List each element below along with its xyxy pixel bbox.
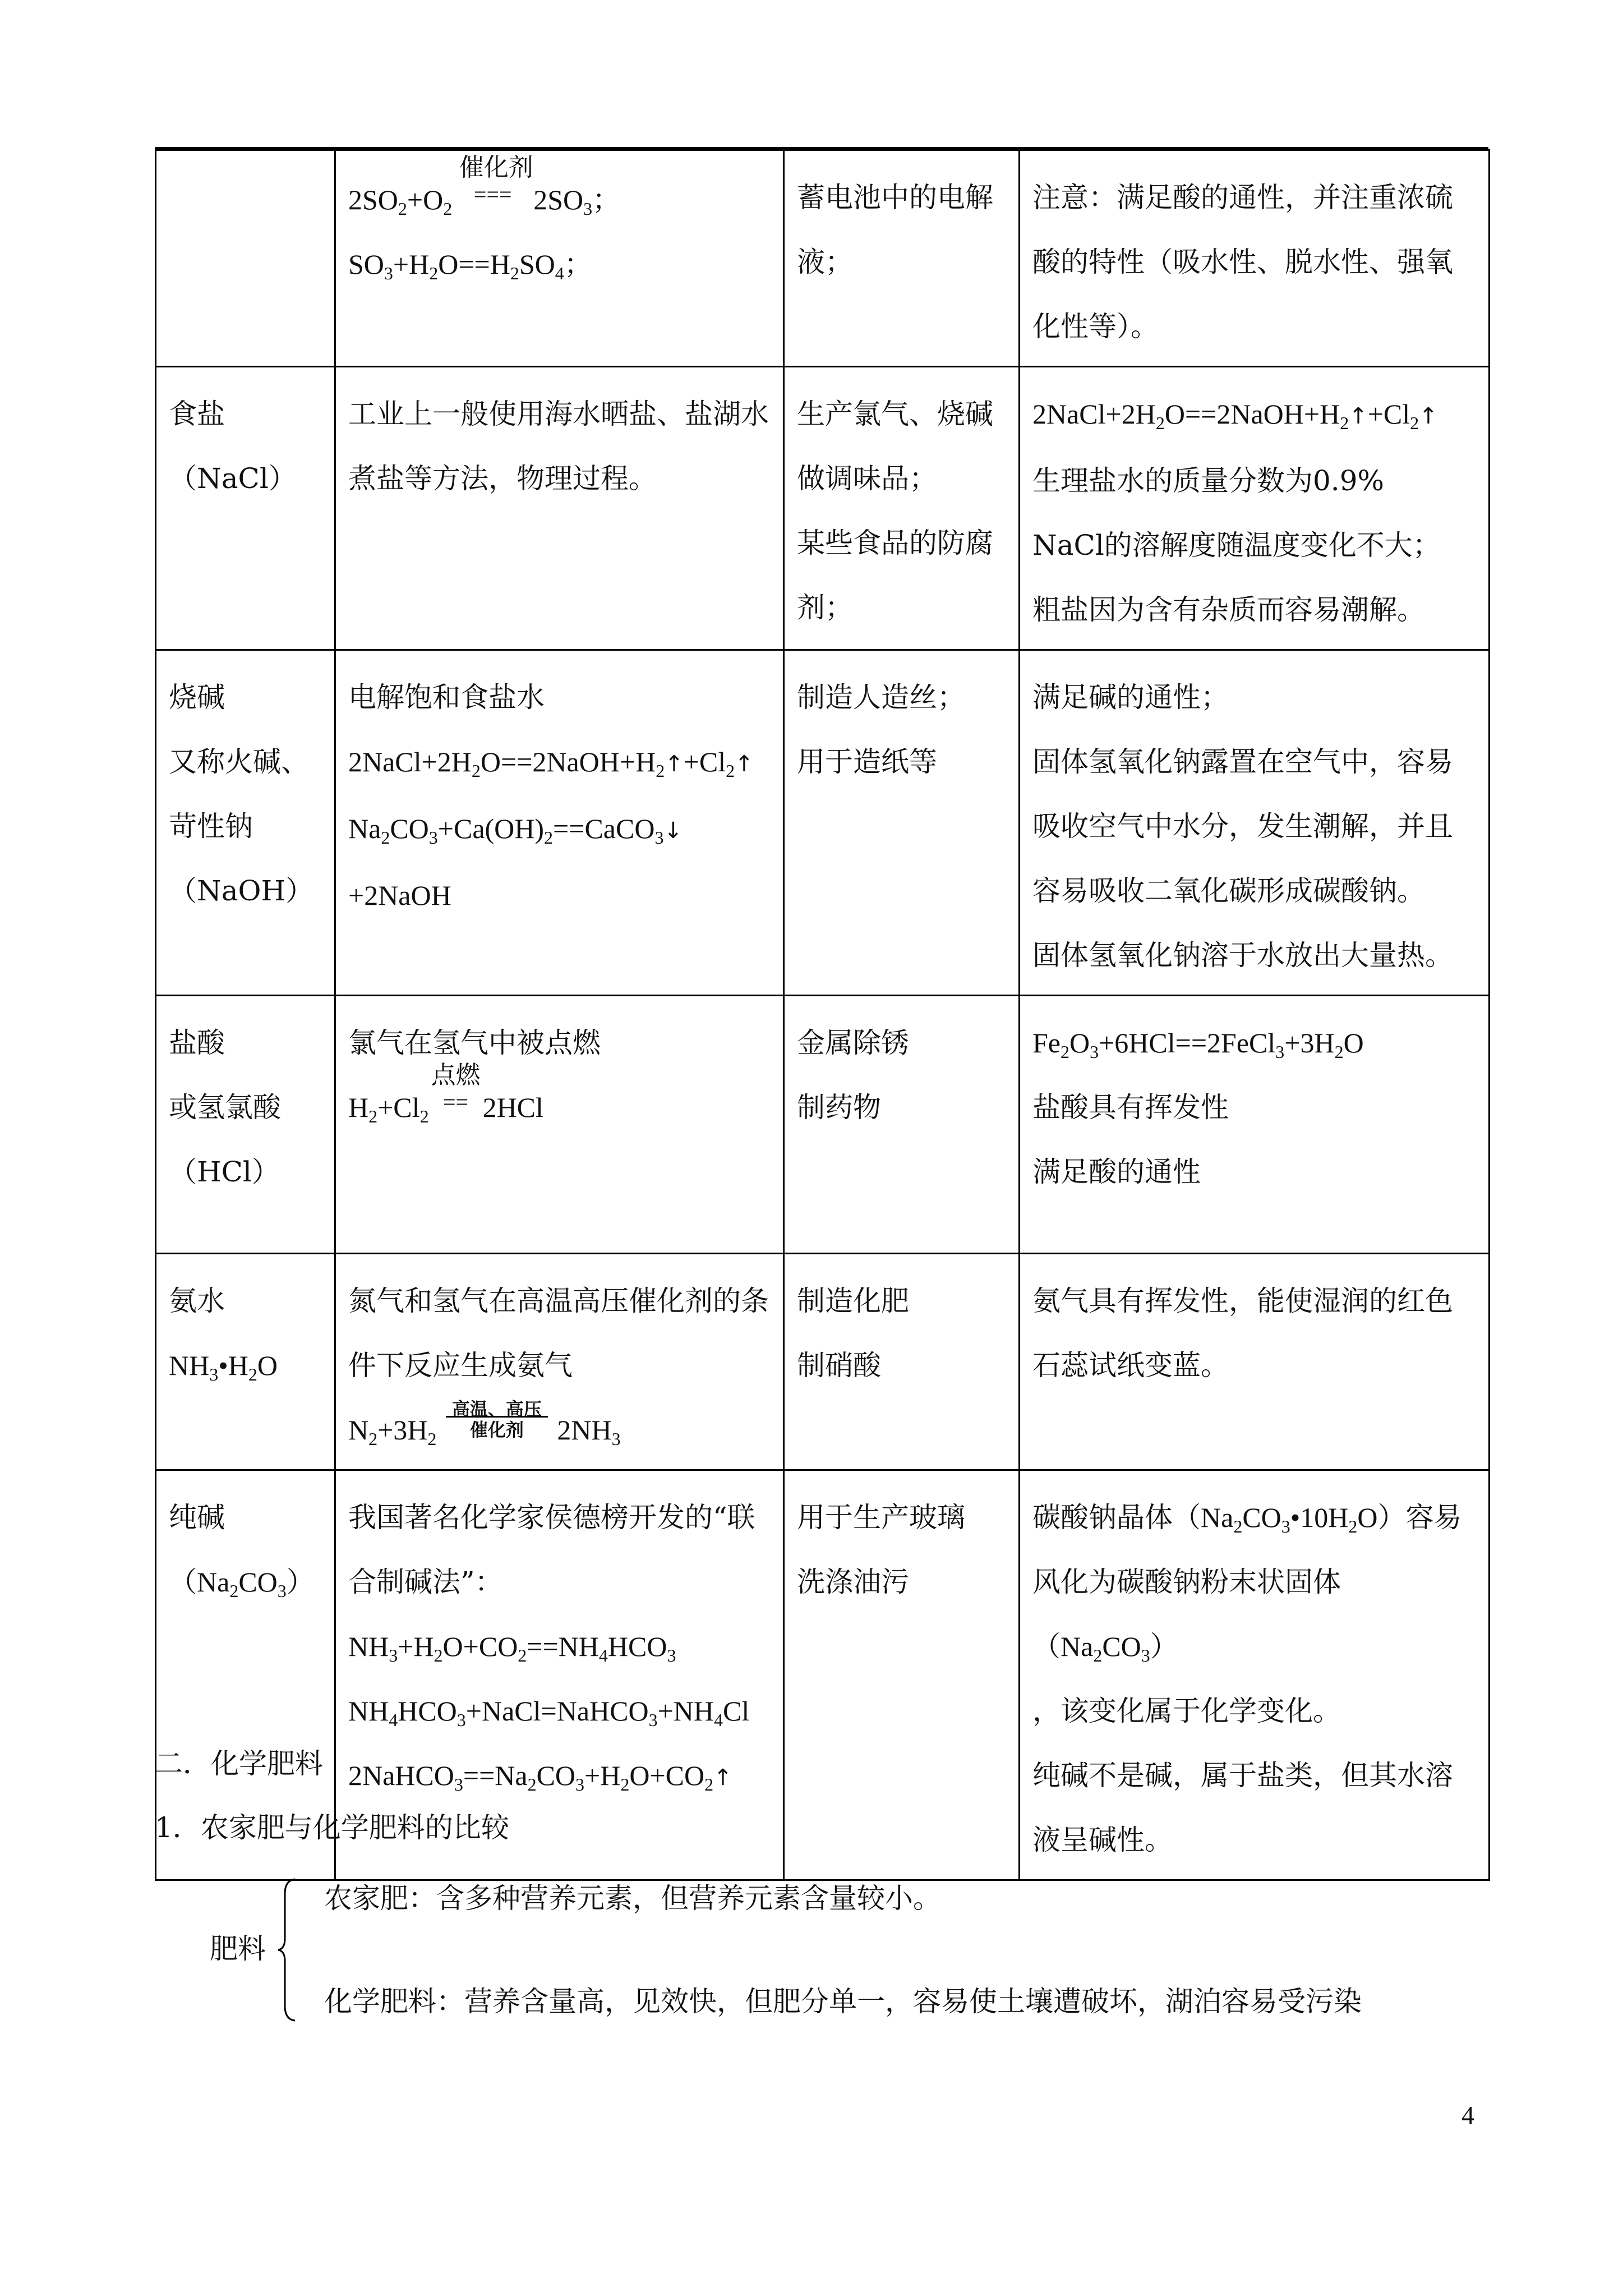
equation: $2NaCl+2H_2O==2NaOH+H_2↑+Cl_2↑$ [1032,398,1438,433]
use-text: 蓄电池中的电解液； [797,181,993,278]
chemical-substances-table [155,149,1490,1881]
note-cell [1020,1254,1490,1470]
note-text: 满足碱的通性； [1032,681,1229,714]
note-text: 注意：满足酸的通性，并注重浓硫酸的特性（吸水性、脱水性、强氧化性等）。 [1032,181,1453,343]
preparation-cell [335,1254,784,1470]
use-cell [784,1470,1020,1880]
substance-name-cell [156,367,335,650]
substance-formula: （NaCl） [169,462,297,495]
note-cell [1020,1470,1490,1880]
note-text: 纯碱不是碱，属于盐类，但其水溶液呈碱性。 [1032,1759,1453,1856]
substance-formula: $(Na_2CO_3)$ [169,1566,315,1601]
substance-name: 氨水 [169,1285,225,1317]
substance-name-cell [156,996,335,1254]
substance-name-cell [156,1254,335,1470]
substance-name: 盐酸 [169,1027,225,1059]
note-text: 盐酸具有挥发性 [1032,1091,1229,1124]
substance-formula: （NaOH） [169,875,314,907]
farm-manure-line: 农家肥：含多种营养元素，但营养元素含量较小。 [324,1882,941,1915]
note-text: 氨气具有挥发性，能使湿润的红色石蕊试纸变蓝。 [1032,1285,1453,1382]
fertilizer-label: 肥料 [210,1932,266,1965]
section-title: 二．化学肥料 [155,1747,323,1780]
condition-label: 催化剂 [459,154,533,181]
table-row [156,367,1490,650]
note-text: 生理盐水的质量分数为0.9% [1032,464,1385,497]
equation: $Fe_2O_3+6HCl==2FeCl_3+3H_2O$ [1032,1027,1364,1062]
preparation-cell [335,150,784,367]
note-text: NaCl的溶解度随温度变化不大； [1032,529,1441,562]
note-cell [1020,150,1490,367]
equation: $Na_2CO_3+Ca(OH)_2==CaCO_3↓$ [348,813,683,848]
substance-name: 食盐 [169,398,225,430]
substance-alias: 又称火碱、 [169,746,309,778]
substance-name: 烧碱 [169,681,225,714]
equation: $NH_3+H_2O+CO_2==NH_4HCO_3$ [348,1631,676,1665]
condition-label: 催化剂 [469,1420,524,1440]
preparation-cell [335,650,784,996]
substance-name-cell [156,150,335,367]
table-row [156,1254,1490,1470]
use-text: 洗涤油污 [797,1566,909,1598]
equation: +2NaOH [348,880,451,911]
note-text: 固体氢氧化钠露置在空气中，容易吸收空气中水分，发生潮解，并且容易吸收二氧化碳形成碳酸钠。 [1032,746,1453,907]
substance-formula: $NH_3•H_2O$ [169,1350,278,1384]
substance-name: 纯碱 [169,1501,225,1534]
note-text: 粗盐因为含有杂质而容易潮解。 [1032,593,1425,626]
preparation-text: 我国著名化学家侯德榜开发的“联合制碱法”： [348,1501,755,1598]
substance-formula: （HCl） [169,1156,280,1188]
use-text: 金属除锈 [797,1027,909,1059]
table-row [156,650,1490,996]
preparation-cell [335,367,784,650]
equation: $2SO_2+O_2$ 催化剂 === $2SO_3$； [348,165,771,232]
use-cell [784,996,1020,1254]
equation: $SO_3+H_2O==H_2SO_4$； [348,249,592,283]
use-text: 用于生产玻璃 [797,1501,965,1534]
substance-name-cell [156,650,335,996]
preparation-cell [335,996,784,1254]
preparation-text: 氮气和氢气在高温高压催化剂的条件下反应生成氨气 [348,1285,769,1382]
use-text: 制造化肥 [797,1285,909,1317]
subsection-title: 1．农家肥与化学肥料的比较 [155,1811,509,1844]
use-text: 制硝酸 [797,1349,881,1382]
use-text: 制药物 [797,1091,881,1124]
substance-alias: 苛性钠 [169,810,253,843]
note-text: 满足酸的通性 [1032,1156,1201,1188]
use-cell [784,150,1020,367]
equation: $NH_4HCO_3+NaCl=NaHCO_3+NH_4Cl$ [348,1695,750,1730]
curly-brace-icon [276,1877,298,2023]
chemical-fertilizer-line: 化学肥料：营养含量高，见效快，但肥分单一，容易使土壤遭破坏，湖泊容易受污染 [324,1985,1362,2018]
note-cell [1020,996,1490,1254]
use-cell [784,367,1020,650]
use-text: 生产氯气、烧碱做调味品； [797,398,993,495]
equation: $2NaCl+2H_2O==2NaOH+H_2↑+Cl_2↑$ [348,746,754,781]
equation: $2NaHCO_3==Na_2CO_3+H_2O+CO_2↑$ [348,1760,732,1795]
page-number: 4 [1461,2101,1474,2129]
use-text: 制造人造丝； [797,681,965,714]
use-cell [784,1254,1020,1470]
note-text: 固体氢氧化钠溶于水放出大量热。 [1032,939,1453,972]
note-text: ，该变化属于化学变化。 [1032,1695,1341,1727]
use-text: 用于造纸等 [797,746,937,778]
equation: $N_2+3H_2$ 高温、高压 催化剂 $2NH_3$ [348,1398,771,1462]
preparation-text: 工业上一般使用海水晒盐、盐湖水煮盐等方法，物理过程。 [348,398,769,495]
use-text: 某些食品的防腐剂； [797,527,993,624]
preparation-text: 电解饱和食盐水 [348,681,545,714]
equation: $H_2+Cl_2$ 点燃 == 2HCl [348,1075,771,1140]
note-text: 碳酸钠晶体$(Na_2CO_3•10H_2O)$容易风化为碳酸钠粉末状固体$(Na_2CO_3)$ [1032,1502,1462,1665]
condition-label: 高温、高压 [451,1399,542,1419]
note-cell [1020,367,1490,650]
use-cell [784,650,1020,996]
fertilizer-comparison [210,1864,1500,2043]
table-row [156,996,1490,1254]
table-row [156,150,1490,367]
substance-alias: 或氢氯酸 [169,1091,281,1124]
preparation-text: 氯气在氢气中被点燃 [348,1027,601,1059]
condition-label: 点燃 [431,1061,481,1089]
note-cell [1020,650,1490,996]
